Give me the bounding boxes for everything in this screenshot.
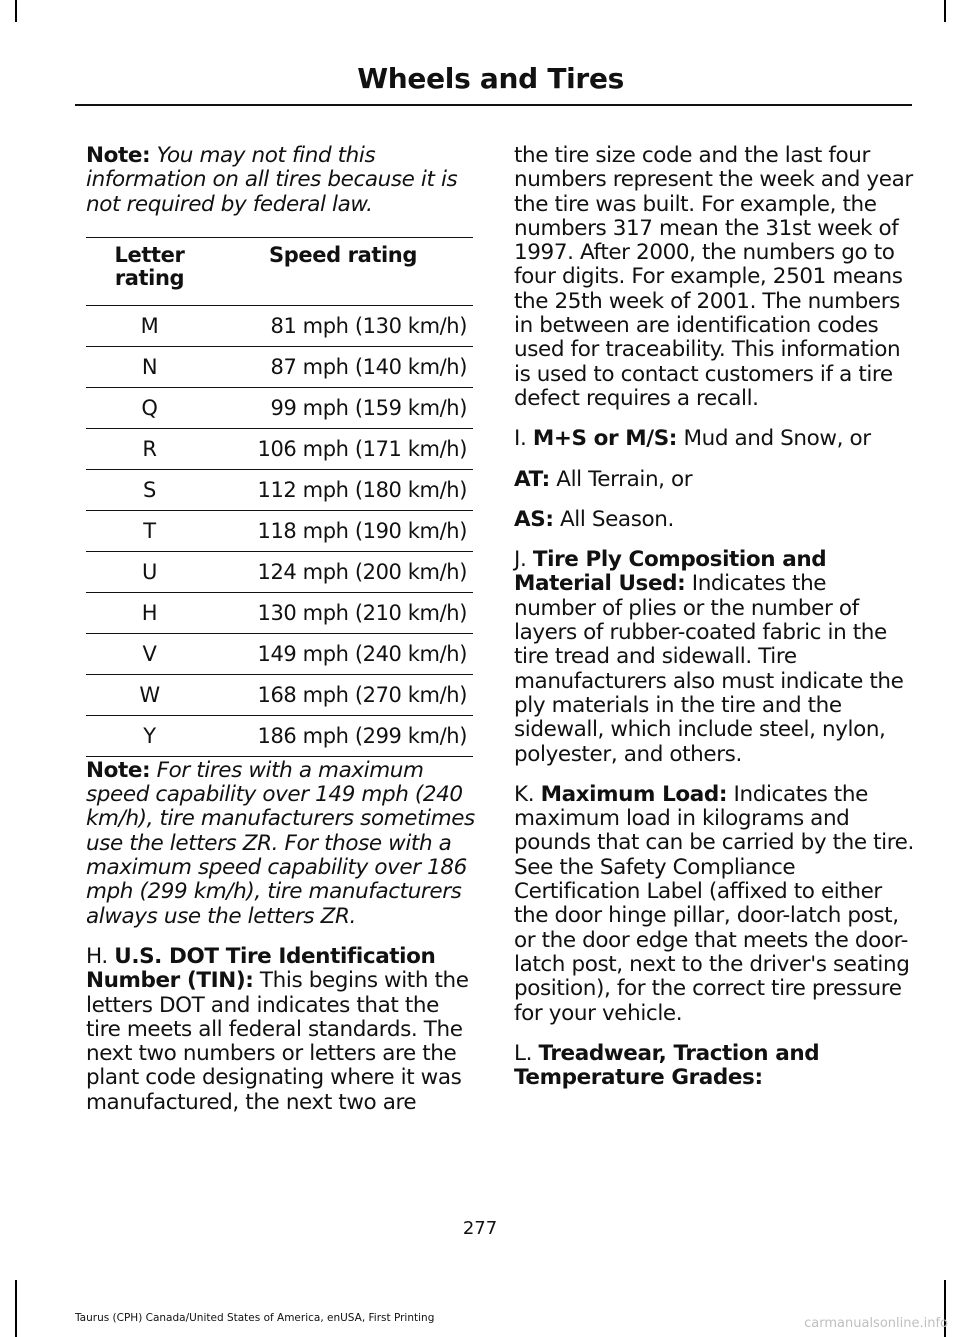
letter-rating-cell: H	[86, 592, 213, 633]
speed-rating-cell: 81 mph (130 km/h)	[213, 305, 473, 346]
speed-rating-cell: 106 mph (171 km/h)	[213, 428, 473, 469]
table-row	[86, 715, 473, 756]
section-i	[514, 427, 914, 451]
section-letter: K.	[514, 781, 535, 807]
section-h-continued: the tire size code and the last four numbers represent the week and year the tire was built. For example, the numbers 317 mean the 31st week of 1997. After 2000, the numbers go to four digits. For example, 2501 means the 25th week of 2001. The numbers in between are identification codes used for traceability. This information is used to contact customers if a tire defect requires a recall.	[514, 143, 913, 411]
watermark: carmanualsonline.info	[804, 1316, 948, 1331]
crop-mark-top-right	[944, 0, 946, 22]
speed-rating-cell: 112 mph (180 km/h)	[213, 469, 473, 510]
letter-rating-cell: R	[86, 428, 213, 469]
section-j	[514, 548, 914, 767]
column-header-speed: Speed rating	[213, 237, 473, 305]
speed-rating-cell: 124 mph (200 km/h)	[213, 551, 473, 592]
speed-rating-table	[86, 237, 473, 757]
footer-text: Taurus (CPH) Canada/United States of America, enUSA, First Printing	[75, 1312, 435, 1324]
note-text: You may not find this information on all tires because it is not required by federal law.	[86, 143, 458, 217]
section-l	[514, 1042, 914, 1091]
table-row	[86, 346, 473, 387]
section-text: All Terrain, or	[556, 466, 693, 492]
section-letter: L.	[514, 1040, 533, 1066]
table-row	[86, 428, 473, 469]
section-heading: M+S or M/S:	[532, 426, 677, 452]
section-heading: Tire Ply Composition and Material Used:	[514, 547, 827, 597]
page-title: Wheels and Tires	[357, 62, 624, 95]
section-text: Mud and Snow, or	[683, 426, 871, 452]
table-row	[86, 510, 473, 551]
speed-rating-cell: 118 mph (190 km/h)	[213, 510, 473, 551]
section-text: All Season.	[559, 506, 674, 532]
section-heading: Treadwear, Traction and Temperature Grades:	[514, 1040, 820, 1091]
letter-rating-cell: Q	[86, 387, 213, 428]
header-divider	[75, 104, 912, 106]
crop-mark-bottom-left	[15, 1280, 17, 1337]
letter-rating-cell: T	[86, 510, 213, 551]
letter-rating-cell: V	[86, 633, 213, 674]
table-row	[86, 592, 473, 633]
section-text: Indicates the number of plies or the number of layers of rubber-coated fabric in the tire tread and sidewall. Tire manufacturers also must indicate the ply materials in the tire and the sidewall, which include steel, nylon, polyester, and others.	[514, 571, 904, 767]
letter-rating-cell: U	[86, 551, 213, 592]
column-header-letter: Letter rating	[86, 237, 213, 305]
section-heading: Maximum Load:	[540, 781, 728, 807]
table-row	[86, 674, 473, 715]
speed-rating-cell: 168 mph (270 km/h)	[213, 674, 473, 715]
left-column	[86, 144, 478, 1131]
note-label: Note:	[86, 143, 151, 168]
letter-rating-cell: N	[86, 346, 213, 387]
page-number: 277	[462, 1218, 498, 1239]
section-letter: H.	[86, 943, 108, 969]
speed-rating-cell: 130 mph (210 km/h)	[213, 592, 473, 633]
section-heading: AT:	[514, 466, 550, 492]
section-as	[514, 508, 914, 532]
table-row	[86, 305, 473, 346]
section-at	[514, 468, 914, 492]
section-heading: AS:	[514, 506, 554, 532]
section-text: Indicates the maximum load in kilograms and pounds that can be carried by the tire. See the Safety Compliance Certification Label (affixed to either the door hinge pillar, door-latch post, or the door edge that meets the door-latch post, next to the driver's seating position), for the correct tire pressure for your vehicle.	[514, 781, 914, 1026]
speed-rating-cell: 87 mph (140 km/h)	[213, 346, 473, 387]
speed-rating-cell: 186 mph (299 km/h)	[213, 715, 473, 756]
section-letter: I.	[514, 426, 527, 452]
section-k	[514, 783, 914, 1026]
note-text: For tires with a maximum speed capability over 149 mph (240 km/h), tire manufacturers sometimes use the letters ZR. For those with a maximum speed capability over 186 mph (299 km/h), tire manufacturers always use the letters ZR.	[86, 757, 475, 929]
table-header-row	[86, 237, 473, 305]
table-row	[86, 551, 473, 592]
table-row	[86, 387, 473, 428]
right-column	[514, 144, 914, 1106]
section-heading: U.S. DOT Tire Identification Number (TIN):	[86, 943, 436, 994]
letter-rating-cell: M	[86, 305, 213, 346]
section-letter: J.	[514, 547, 527, 573]
letter-rating-cell: Y	[86, 715, 213, 756]
table-row	[86, 469, 473, 510]
table-row	[86, 633, 473, 674]
letter-rating-cell: S	[86, 469, 213, 510]
speed-rating-cell: 149 mph (240 km/h)	[213, 633, 473, 674]
speed-rating-cell: 99 mph (159 km/h)	[213, 387, 473, 428]
note-label: Note:	[86, 757, 151, 783]
note-zr	[86, 759, 478, 929]
note-intro	[86, 144, 478, 217]
letter-rating-cell: W	[86, 674, 213, 715]
section-h	[86, 945, 478, 1115]
crop-mark-top-left	[15, 0, 17, 22]
section-text: This begins with the letters DOT and indicates that the tire meets all federal standards. The next two numbers or letters are the plant code designating where it was manufactured, the next two are	[86, 968, 469, 1115]
